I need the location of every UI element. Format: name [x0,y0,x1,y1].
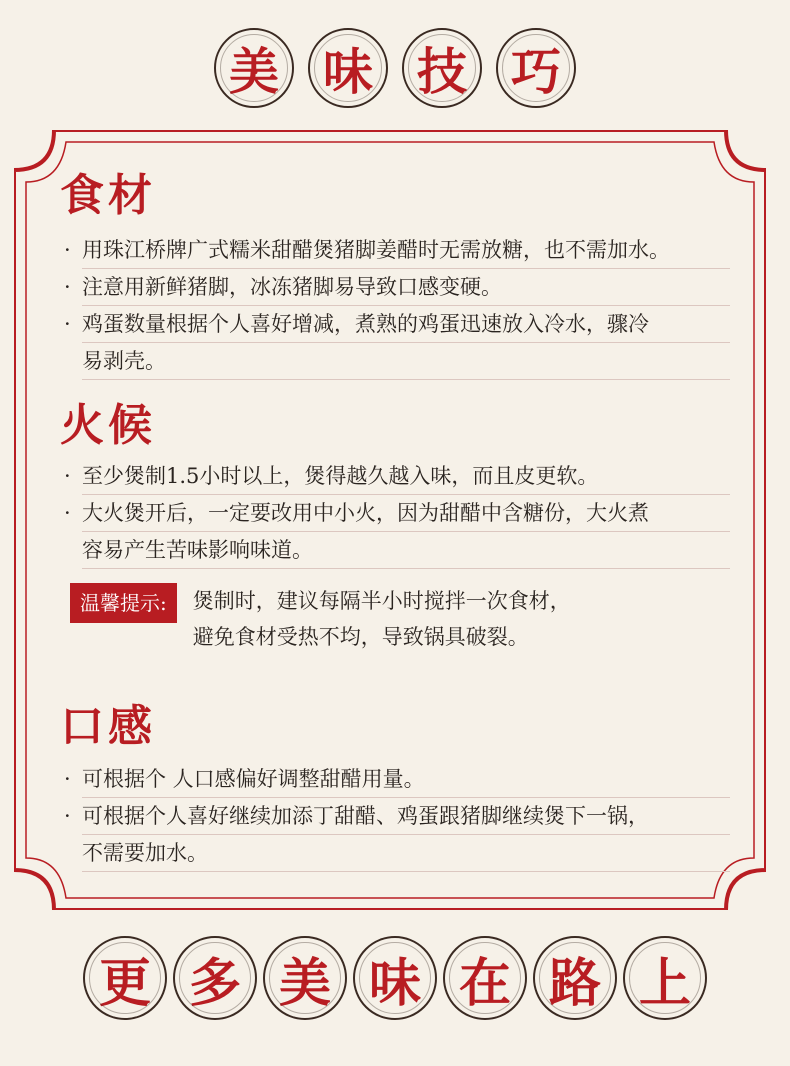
item-text: 鸡蛋数量根据个人喜好增减，煮熟的鸡蛋迅速放入冷水，骤冷 [82,306,730,343]
footer-slogan [0,936,790,1026]
section-title: 火候 [60,400,156,451]
title-char: 技 [402,28,482,108]
item-text: 用珠江桥牌广式糯米甜醋煲猪脚姜醋时无需放糖，也不需加水。 [82,232,730,269]
warm-tip [60,583,730,655]
title-char: 美 [214,28,294,108]
footer-char: 多 [173,936,257,1020]
list-item [60,761,730,798]
list-item [60,232,730,269]
footer-char: 更 [83,936,167,1020]
tip-line: 避免食材受热不均，导致锅具破裂。 [192,625,529,649]
item-text: 大火煲开后，一定要改用中小火，因为甜醋中含糖份，大火煮 [82,495,730,532]
header-title [0,28,790,108]
bullet: · [64,804,71,828]
title-char: 味 [308,28,388,108]
footer-char: 美 [263,936,347,1020]
item-text: 可根据个 人口感偏好调整甜醋用量。 [82,761,730,798]
list-item [60,798,730,872]
item-text: 可根据个人喜好继续加添丁甜醋、鸡蛋跟猪脚继续煲下一锅， [82,798,730,835]
list-item [60,458,730,495]
item-text: 容易产生苦味影响味道。 [82,532,730,569]
title-char: 巧 [496,28,576,108]
item-text: 至少煲制1.5小时以上，煲得越久越入味，而且皮更软。 [82,458,730,495]
list-item [60,306,730,380]
list-item [60,495,730,569]
section-title: 食材 [60,170,156,221]
tip-text [193,583,571,655]
section-ingredients [60,168,730,380]
tips-content [60,168,730,872]
footer-char: 味 [353,936,437,1020]
section-heat [60,398,730,655]
tip-line: 煲制时，建议每隔半小时搅拌一次食材， [192,589,571,613]
item-text: 易剥壳。 [82,343,730,380]
bullet: · [64,275,71,299]
item-text: 不需要加水。 [82,835,730,872]
section-title: 口感 [60,701,156,752]
footer-char: 路 [533,936,617,1020]
bullet: · [64,501,71,525]
bullet: · [64,312,71,336]
bullet: · [64,767,71,791]
item-text: 注意用新鲜猪脚，冰冻猪脚易导致口感变硬。 [82,269,730,306]
section-texture [60,699,730,872]
bullet: · [64,238,71,262]
footer-char: 在 [443,936,527,1020]
footer-char: 上 [623,936,707,1020]
tip-badge: 温馨提示: [70,583,177,623]
list-item [60,269,730,306]
bullet: · [64,464,71,488]
